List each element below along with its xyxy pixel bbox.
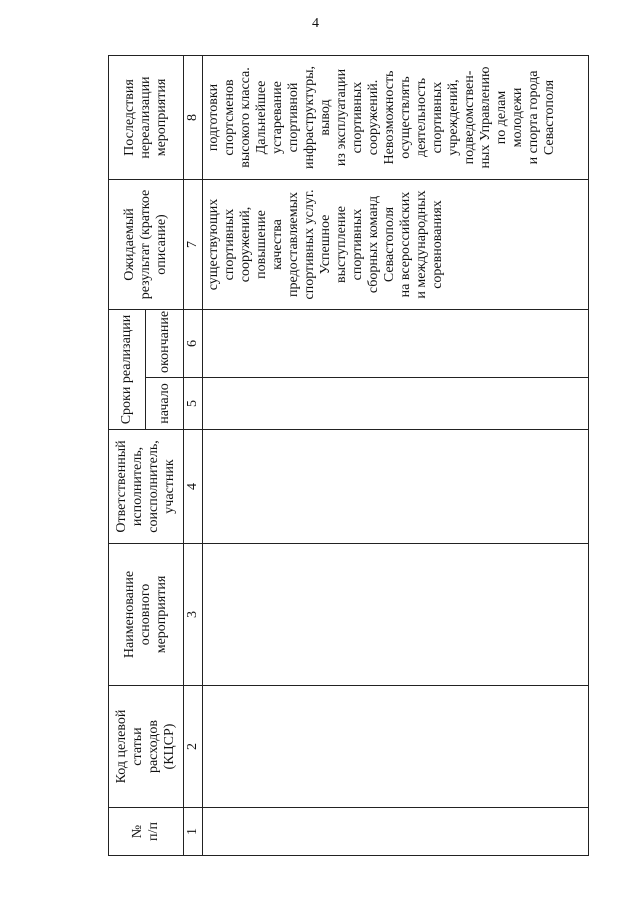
header-end: окончание bbox=[146, 310, 183, 378]
header-expected-result: Ожидаемый результат (краткое описание) bbox=[109, 180, 184, 310]
column-number: 4 bbox=[183, 430, 202, 544]
cell-measure-name bbox=[202, 544, 588, 686]
header-responsible: Ответственный исполнитель, соисполнитель, участник bbox=[109, 430, 184, 544]
header-timeframe: Сроки реализации bbox=[109, 310, 146, 430]
header-number: № п/п bbox=[109, 808, 184, 856]
column-number: 5 bbox=[183, 378, 202, 430]
page-number: 4 bbox=[312, 16, 319, 31]
cell-kcsr bbox=[202, 686, 588, 808]
header-measure-name: Наименование основного мероприятия bbox=[109, 544, 184, 686]
measures-table bbox=[108, 55, 589, 856]
cell-expected-result: существующих спортивных сооружений, повышение качества предоставляемых спортивных услуг. Успешное выступление спортивных сборных команд Севастополя на всероссийских и международных соревнованиях bbox=[202, 180, 588, 310]
column-number: 3 bbox=[183, 544, 202, 686]
column-number: 8 bbox=[183, 56, 202, 180]
table-row bbox=[202, 56, 588, 856]
column-number: 7 bbox=[183, 180, 202, 310]
header-row-1 bbox=[109, 56, 146, 856]
cell-start bbox=[202, 378, 588, 430]
cell-number bbox=[202, 808, 588, 856]
column-number: 6 bbox=[183, 310, 202, 378]
cell-responsible bbox=[202, 430, 588, 544]
header-consequences: Последствия нереализации мероприятия bbox=[109, 56, 184, 180]
column-number: 2 bbox=[183, 686, 202, 808]
cell-end bbox=[202, 310, 588, 378]
header-kcsr: Код целевой статьи расходов (КЦСР) bbox=[109, 686, 184, 808]
header-start: начало bbox=[146, 378, 183, 430]
cell-consequences: подготовки спортсменов высокого класса. Дальнейшее устаревание спортивной инфраструктуры, вывод из эксплуатации спортивных сооружений. Невозможность осуществлять деятельность спортивных учреждений, подведомствен- ных Управлению по делам молодежи и спорта города Севастополя bbox=[202, 56, 588, 180]
column-number: 1 bbox=[183, 808, 202, 856]
rotated-table-container bbox=[108, 56, 589, 856]
column-number-row bbox=[183, 56, 202, 856]
